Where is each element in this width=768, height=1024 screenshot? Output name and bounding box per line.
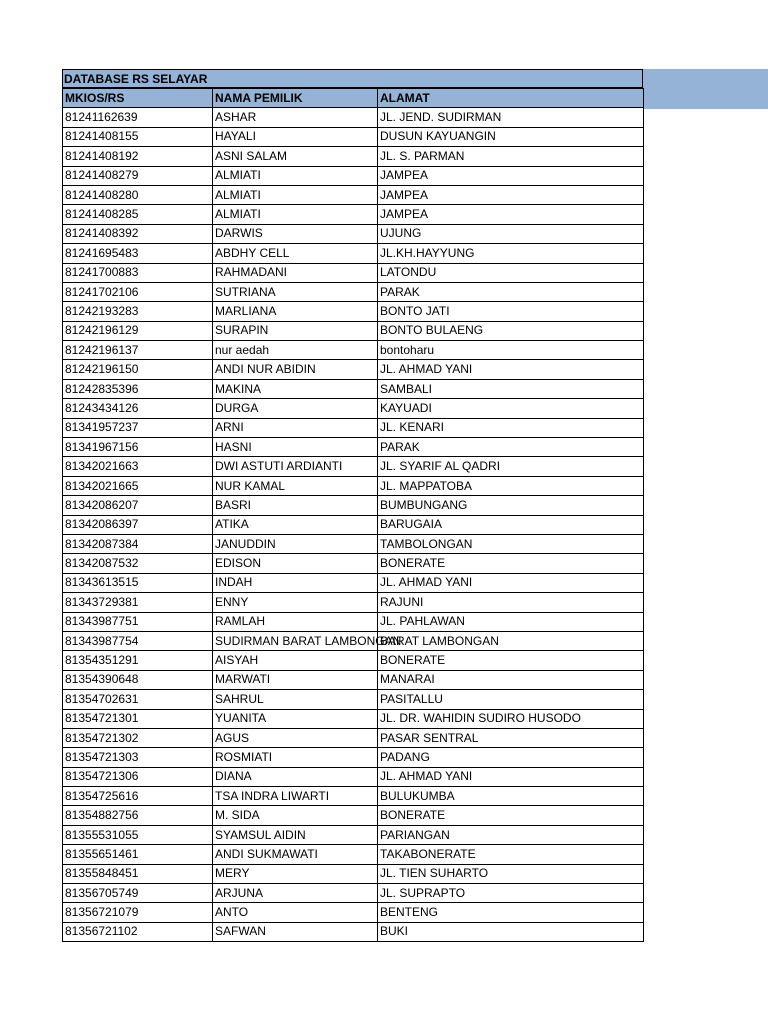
cell-mkios[interactable]: 81342087532: [63, 554, 213, 573]
cell-nama-pemilik[interactable]: AISYAH: [213, 651, 378, 670]
cell-nama-pemilik[interactable]: YUANITA: [213, 709, 378, 728]
cell-mkios[interactable]: 81241408192: [63, 147, 213, 166]
table-row: [63, 244, 644, 263]
cell-mkios[interactable]: 81243434126: [63, 399, 213, 418]
table-row: [63, 593, 644, 612]
cell-alamat[interactable]: JL. KENARI: [378, 418, 644, 437]
cell-mkios[interactable]: 81343729381: [63, 593, 213, 612]
cell-alamat[interactable]: BONTO BULAENG: [378, 321, 644, 340]
table-row: [63, 476, 644, 495]
cell-mkios[interactable]: 81341967156: [63, 438, 213, 457]
cell-nama-pemilik[interactable]: JANUDDIN: [213, 534, 378, 553]
cell-alamat[interactable]: JL. S. PARMAN: [378, 147, 644, 166]
table-body: [63, 108, 644, 942]
cell-alamat[interactable]: DUSUN KAYUANGIN: [378, 127, 644, 146]
table-row: [63, 709, 644, 728]
cell-nama-pemilik[interactable]: EDISON: [213, 554, 378, 573]
cell-mkios[interactable]: 81241162639: [63, 108, 213, 127]
table-row: [63, 399, 644, 418]
cell-nama-pemilik[interactable]: MAKINA: [213, 379, 378, 398]
cell-mkios[interactable]: 81241408392: [63, 224, 213, 243]
table-row: [63, 554, 644, 573]
table-row: [63, 651, 644, 670]
table-row: [63, 147, 644, 166]
cell-nama-pemilik[interactable]: ENNY: [213, 593, 378, 612]
cell-alamat[interactable]: JL. SUPRAPTO: [378, 884, 644, 903]
cell-alamat[interactable]: JL. AHMAD YANI: [378, 573, 644, 592]
cell-alamat[interactable]: BONERATE: [378, 806, 644, 825]
spreadsheet: [62, 69, 643, 942]
cell-nama-pemilik[interactable]: SUDIRMAN BARAT LAMBONGAN: [213, 631, 378, 650]
cell-alamat[interactable]: JL. SYARIF AL QADRI: [378, 457, 644, 476]
table-row: [63, 321, 644, 340]
cell-mkios[interactable]: 81343613515: [63, 573, 213, 592]
cell-nama-pemilik[interactable]: ASHAR: [213, 108, 378, 127]
cell-mkios[interactable]: 81242193283: [63, 302, 213, 321]
cell-nama-pemilik[interactable]: SURAPIN: [213, 321, 378, 340]
table-row: [63, 457, 644, 476]
cell-nama-pemilik[interactable]: ALMIATI: [213, 185, 378, 204]
cell-nama-pemilik[interactable]: INDAH: [213, 573, 378, 592]
cell-nama-pemilik[interactable]: ANTO: [213, 903, 378, 922]
cell-alamat[interactable]: JL. TIEN SUHARTO: [378, 864, 644, 883]
cell-alamat[interactable]: RAJUNI: [378, 593, 644, 612]
cell-alamat[interactable]: BARUGAIA: [378, 515, 644, 534]
cell-mkios[interactable]: 81354702631: [63, 690, 213, 709]
cell-nama-pemilik[interactable]: ARNI: [213, 418, 378, 437]
cell-mkios[interactable]: 81356721079: [63, 903, 213, 922]
cell-nama-pemilik[interactable]: ANDI SUKMAWATI: [213, 845, 378, 864]
cell-mkios[interactable]: 81241700883: [63, 263, 213, 282]
cell-mkios[interactable]: 81342087384: [63, 534, 213, 553]
cell-nama-pemilik[interactable]: BASRI: [213, 496, 378, 515]
table-row: [63, 379, 644, 398]
cell-alamat[interactable]: BONTO JATI: [378, 302, 644, 321]
header-mkios[interactable]: MKIOS/RS: [63, 89, 213, 108]
cell-nama-pemilik[interactable]: SUTRIANA: [213, 282, 378, 301]
cell-nama-pemilik[interactable]: DIANA: [213, 767, 378, 786]
cell-mkios[interactable]: 81356705749: [63, 884, 213, 903]
cell-mkios[interactable]: 81242835396: [63, 379, 213, 398]
cell-alamat[interactable]: BULUKUMBA: [378, 787, 644, 806]
cell-alamat[interactable]: LATONDU: [378, 263, 644, 282]
table-row: [63, 884, 644, 903]
table-row: [63, 341, 644, 360]
cell-alamat[interactable]: BENTENG: [378, 903, 644, 922]
table-row: [63, 787, 644, 806]
cell-mkios[interactable]: 81341957237: [63, 418, 213, 437]
cell-mkios[interactable]: 81355531055: [63, 825, 213, 844]
cell-nama-pemilik[interactable]: ABDHY CELL: [213, 244, 378, 263]
table-row: [63, 496, 644, 515]
cell-nama-pemilik[interactable]: AGUS: [213, 728, 378, 747]
cell-alamat[interactable]: BUKI: [378, 922, 644, 941]
cell-alamat[interactable]: bontoharu: [378, 341, 644, 360]
cell-nama-pemilik[interactable]: M. SIDA: [213, 806, 378, 825]
table-row: [63, 515, 644, 534]
cell-mkios[interactable]: 81241702106: [63, 282, 213, 301]
cell-mkios[interactable]: 81241408280: [63, 185, 213, 204]
cell-mkios[interactable]: 81343987751: [63, 612, 213, 631]
cell-alamat[interactable]: TAMBOLONGAN: [378, 534, 644, 553]
cell-alamat[interactable]: JL. PAHLAWAN: [378, 612, 644, 631]
cell-nama-pemilik[interactable]: SAFWAN: [213, 922, 378, 941]
cell-mkios[interactable]: 81355651461: [63, 845, 213, 864]
cell-nama-pemilik[interactable]: DARWIS: [213, 224, 378, 243]
table-row: [63, 438, 644, 457]
table-row: [63, 728, 644, 747]
cell-mkios[interactable]: 81354390648: [63, 670, 213, 689]
cell-nama-pemilik[interactable]: nur aedah: [213, 341, 378, 360]
cell-nama-pemilik[interactable]: ANDI NUR ABIDIN: [213, 360, 378, 379]
cell-nama-pemilik[interactable]: ARJUNA: [213, 884, 378, 903]
cell-mkios[interactable]: 81241695483: [63, 244, 213, 263]
cell-mkios[interactable]: 81342021663: [63, 457, 213, 476]
table-row: [63, 903, 644, 922]
cell-nama-pemilik[interactable]: MARLIANA: [213, 302, 378, 321]
cell-alamat[interactable]: JL.KH.HAYYUNG: [378, 244, 644, 263]
data-table: [62, 88, 644, 942]
cell-alamat[interactable]: JL. MAPPATOBA: [378, 476, 644, 495]
table-row: [63, 108, 644, 127]
cell-alamat[interactable]: KAYUADI: [378, 399, 644, 418]
cell-mkios[interactable]: 81242196137: [63, 341, 213, 360]
cell-alamat[interactable]: JL. DR. WAHIDIN SUDIRO HUSODO: [378, 709, 644, 728]
cell-nama-pemilik[interactable]: RAMLAH: [213, 612, 378, 631]
table-row: [63, 670, 644, 689]
cell-alamat[interactable]: UJUNG: [378, 224, 644, 243]
table-row: [63, 418, 644, 437]
cell-nama-pemilik[interactable]: SAHRUL: [213, 690, 378, 709]
cell-alamat[interactable]: JAMPEA: [378, 205, 644, 224]
cell-nama-pemilik[interactable]: MARWATI: [213, 670, 378, 689]
cell-mkios[interactable]: 81356721102: [63, 922, 213, 941]
table-row: [63, 631, 644, 650]
table-row: [63, 224, 644, 243]
cell-mkios[interactable]: 81241408155: [63, 127, 213, 146]
cell-nama-pemilik[interactable]: HASNI: [213, 438, 378, 457]
cell-mkios[interactable]: 81355848451: [63, 864, 213, 883]
cell-mkios[interactable]: 81242196129: [63, 321, 213, 340]
cell-alamat[interactable]: SAMBALI: [378, 379, 644, 398]
table-row: [63, 864, 644, 883]
cell-mkios[interactable]: 81343987754: [63, 631, 213, 650]
cell-mkios[interactable]: 81354721302: [63, 728, 213, 747]
cell-nama-pemilik[interactable]: ASNI SALAM: [213, 147, 378, 166]
sheet-title[interactable]: DATABASE RS SELAYAR: [62, 69, 643, 88]
cell-mkios[interactable]: 81241408279: [63, 166, 213, 185]
table-row: [63, 534, 644, 553]
cell-alamat[interactable]: BARAT LAMBONGAN: [378, 631, 644, 650]
table-row: [63, 205, 644, 224]
cell-mkios[interactable]: 81241408285: [63, 205, 213, 224]
cell-alamat[interactable]: PASAR SENTRAL: [378, 728, 644, 747]
cell-nama-pemilik[interactable]: NUR KAMAL: [213, 476, 378, 495]
cell-mkios[interactable]: 81342021665: [63, 476, 213, 495]
table-row: [63, 825, 644, 844]
table-row: [63, 612, 644, 631]
cell-mkios[interactable]: 81354721306: [63, 767, 213, 786]
cell-mkios[interactable]: 81342086207: [63, 496, 213, 515]
cell-nama-pemilik[interactable]: ALMIATI: [213, 166, 378, 185]
cell-nama-pemilik[interactable]: ALMIATI: [213, 205, 378, 224]
cell-mkios[interactable]: 81354882756: [63, 806, 213, 825]
cell-alamat[interactable]: PARIANGAN: [378, 825, 644, 844]
table-row: [63, 748, 644, 767]
cell-alamat[interactable]: JL. AHMAD YANI: [378, 360, 644, 379]
cell-alamat[interactable]: JL. JEND. SUDIRMAN: [378, 108, 644, 127]
table-row: [63, 573, 644, 592]
table-row: [63, 282, 644, 301]
cell-nama-pemilik[interactable]: DURGA: [213, 399, 378, 418]
cell-alamat[interactable]: MANARAI: [378, 670, 644, 689]
cell-nama-pemilik[interactable]: TSA INDRA LIWARTI: [213, 787, 378, 806]
cell-mkios[interactable]: 81354351291: [63, 651, 213, 670]
cell-mkios[interactable]: 81342086397: [63, 515, 213, 534]
table-row: [63, 185, 644, 204]
cell-mkios[interactable]: 81242196150: [63, 360, 213, 379]
table-row: [63, 767, 644, 786]
table-row: [63, 127, 644, 146]
cell-nama-pemilik[interactable]: ROSMIATI: [213, 748, 378, 767]
header-row: [63, 89, 644, 108]
cell-alamat[interactable]: JAMPEA: [378, 185, 644, 204]
cell-alamat[interactable]: TAKABONERATE: [378, 845, 644, 864]
table-row: [63, 845, 644, 864]
cell-mkios[interactable]: 81354725616: [63, 787, 213, 806]
table-row: [63, 922, 644, 941]
cell-alamat[interactable]: PADANG: [378, 748, 644, 767]
table-row: [63, 360, 644, 379]
header-nama-pemilik[interactable]: NAMA PEMILIK: [213, 89, 378, 108]
cell-alamat[interactable]: JAMPEA: [378, 166, 644, 185]
cell-mkios[interactable]: 81354721301: [63, 709, 213, 728]
cell-alamat[interactable]: PARAK: [378, 282, 644, 301]
header-fill-extension: [643, 69, 768, 109]
cell-nama-pemilik[interactable]: DWI ASTUTI ARDIANTI: [213, 457, 378, 476]
cell-alamat[interactable]: BUMBUNGANG: [378, 496, 644, 515]
header-alamat[interactable]: ALAMAT: [378, 89, 644, 108]
cell-nama-pemilik[interactable]: HAYALI: [213, 127, 378, 146]
cell-alamat[interactable]: PARAK: [378, 438, 644, 457]
cell-nama-pemilik[interactable]: SYAMSUL AIDIN: [213, 825, 378, 844]
table-row: [63, 263, 644, 282]
table-row: [63, 690, 644, 709]
cell-nama-pemilik[interactable]: ATIKA: [213, 515, 378, 534]
table-row: [63, 806, 644, 825]
cell-alamat[interactable]: BONERATE: [378, 554, 644, 573]
cell-nama-pemilik[interactable]: MERY: [213, 864, 378, 883]
cell-nama-pemilik[interactable]: RAHMADANI: [213, 263, 378, 282]
table-row: [63, 302, 644, 321]
cell-alamat[interactable]: JL. AHMAD YANI: [378, 767, 644, 786]
table-row: [63, 166, 644, 185]
cell-alamat[interactable]: BONERATE: [378, 651, 644, 670]
cell-alamat[interactable]: PASITALLU: [378, 690, 644, 709]
cell-mkios[interactable]: 81354721303: [63, 748, 213, 767]
